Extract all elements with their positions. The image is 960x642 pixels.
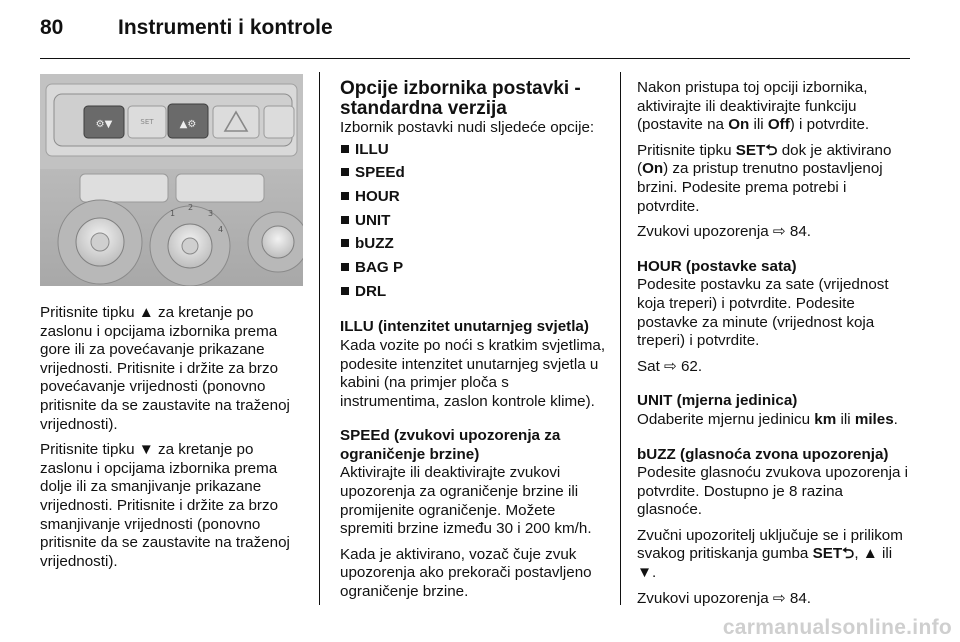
- bullet-icon: [341, 239, 349, 247]
- page-ref-icon: ⇨: [772, 589, 786, 607]
- buzz-heading: bUZZ (glasnoća zvona upozorenja): [637, 445, 889, 463]
- bullet-icon: [341, 168, 349, 176]
- menu-options-list: [340, 141, 612, 302]
- list-item: HOUR: [340, 188, 612, 207]
- svg-text:⚙▼: ⚙▼: [95, 119, 113, 130]
- list-item: UNIT: [340, 212, 612, 231]
- column-divider-2: [620, 72, 621, 605]
- list-item: bUZZ: [340, 235, 612, 254]
- speed-text-1: Aktivirajte ili deaktivirajte zvukovi upozorenja za ograničenje brzine ili promijenite ograničenje. Možete spremiti brzine između 30 i 200 km/h.: [340, 464, 592, 538]
- list-item: DRL: [340, 283, 612, 302]
- list-item: SPEEd: [340, 164, 612, 183]
- list-item: ILLU: [340, 141, 612, 160]
- speed-text-2: Kada je aktivirano, vozač čuje zvuk upozorenja ako prekorači postavljeno ograničenje brzine.: [340, 545, 592, 601]
- return-arrow-icon: ⮌: [765, 141, 778, 159]
- illu-heading: ILLU (intenzitet unutarnjeg svjetla): [340, 318, 589, 336]
- hour-text: Podesite postavku za sate (vrijednost koja treperi) i potvrdite. Podesite postavke za minute (vrijednost koja treperi) i potvrdite.: [637, 276, 889, 350]
- section-title: Opcije izbornika postavki - standardna verzija: [340, 78, 581, 119]
- bullet-icon: [341, 192, 349, 200]
- column-divider-1: [319, 72, 320, 605]
- svg-text:SET: SET: [140, 118, 154, 126]
- cross-reference: Sat ⇨ 62.: [637, 357, 703, 375]
- svg-text:2: 2: [188, 203, 194, 212]
- cross-reference: Zvukovi upozorenja ⇨ 84.: [637, 223, 811, 241]
- cross-reference: Zvukovi upozorenja ⇨ 84.: [637, 589, 811, 607]
- header-rule: [40, 58, 910, 59]
- speed-heading: SPEEd (zvukovi upozorenja za ograničenje brzine): [340, 427, 561, 463]
- bullet-icon: [341, 287, 349, 295]
- hour-heading: HOUR (postavke sata): [637, 257, 797, 275]
- svg-text:▲⚙: ▲⚙: [179, 119, 197, 130]
- column-2: [340, 79, 612, 609]
- buzz-text-2: Zvučni upozoritelj uključuje se i prilikom svakog pritiskanja gumba SET⮌, ▲ ili ▼.: [637, 526, 903, 582]
- page-number: 80: [40, 16, 64, 39]
- dashboard-controls-illustration: [40, 74, 303, 286]
- svg-text:1: 1: [170, 209, 176, 218]
- page-ref-icon: ⇨: [772, 223, 786, 241]
- bullet-icon: [341, 145, 349, 153]
- column-3: [637, 79, 909, 615]
- return-arrow-icon: ⮌: [842, 545, 855, 563]
- bullet-icon: [341, 263, 349, 271]
- svg-text:3: 3: [208, 209, 214, 218]
- buzz-text-1: Podesite glasnoću zvukova upozorenja i potvrdite. Dostupno je 8 razina glasnoće.: [637, 464, 909, 519]
- menu-intro: Izbornik postavki nudi sljedeće opcije:: [340, 119, 595, 136]
- unit-text: Odaberite mjernu jedinicu km ili miles.: [637, 410, 898, 428]
- speed-set-text: Pritisnite tipku SET⮌ dok je aktivirano (On) za pristup trenutno postavljenoj brzini. Podesite prema potrebi i potvrdite.: [637, 141, 892, 215]
- page-ref-icon: ⇨: [664, 357, 677, 375]
- up-button-paragraph: Pritisnite tipku ▲ za kretanje po zaslonu i opcijama izbornika prema gore ili za povećavanje prikazane vrijednosti. Pritisnite i držite za brzo povećavanje vrijednosti (ponovno pritisnite da se zaustavite na traženoj vrijednosti).: [40, 304, 290, 433]
- speed-toggle-text: Nakon pristupa toj opciji izbornika, aktivirajte ili deaktivirajte funkciju (postavite na On ili Off) i potvrdite.: [637, 79, 870, 134]
- down-button-paragraph: Pritisnite tipku ▼ za kretanje po zaslonu i opcijama izbornika prema dolje ili za smanjivanje prikazane vrijednosti. Pritisnite i držite za brzo smanjivanje vrijednosti (ponovno pritisnite da se zaustavite na traženoj vrijednosti).: [40, 441, 290, 570]
- watermark: carmanualsonline.info: [722, 616, 952, 639]
- unit-heading: UNIT (mjerna jedinica): [637, 392, 798, 410]
- bullet-icon: [341, 216, 349, 224]
- dashboard-controls-photo: [40, 74, 303, 286]
- illu-text: Kada vozite po noći s kratkim svjetlima, podesite intenzitet unutarnjeg svjetla u kabini (na primjer ploča s instrumentima, zaslon kontrole klime).: [340, 336, 606, 410]
- page-title: Instrumenti i kontrole: [118, 16, 333, 39]
- column-1: [40, 304, 308, 578]
- svg-text:4: 4: [218, 225, 224, 234]
- list-item: BAG P: [340, 259, 612, 278]
